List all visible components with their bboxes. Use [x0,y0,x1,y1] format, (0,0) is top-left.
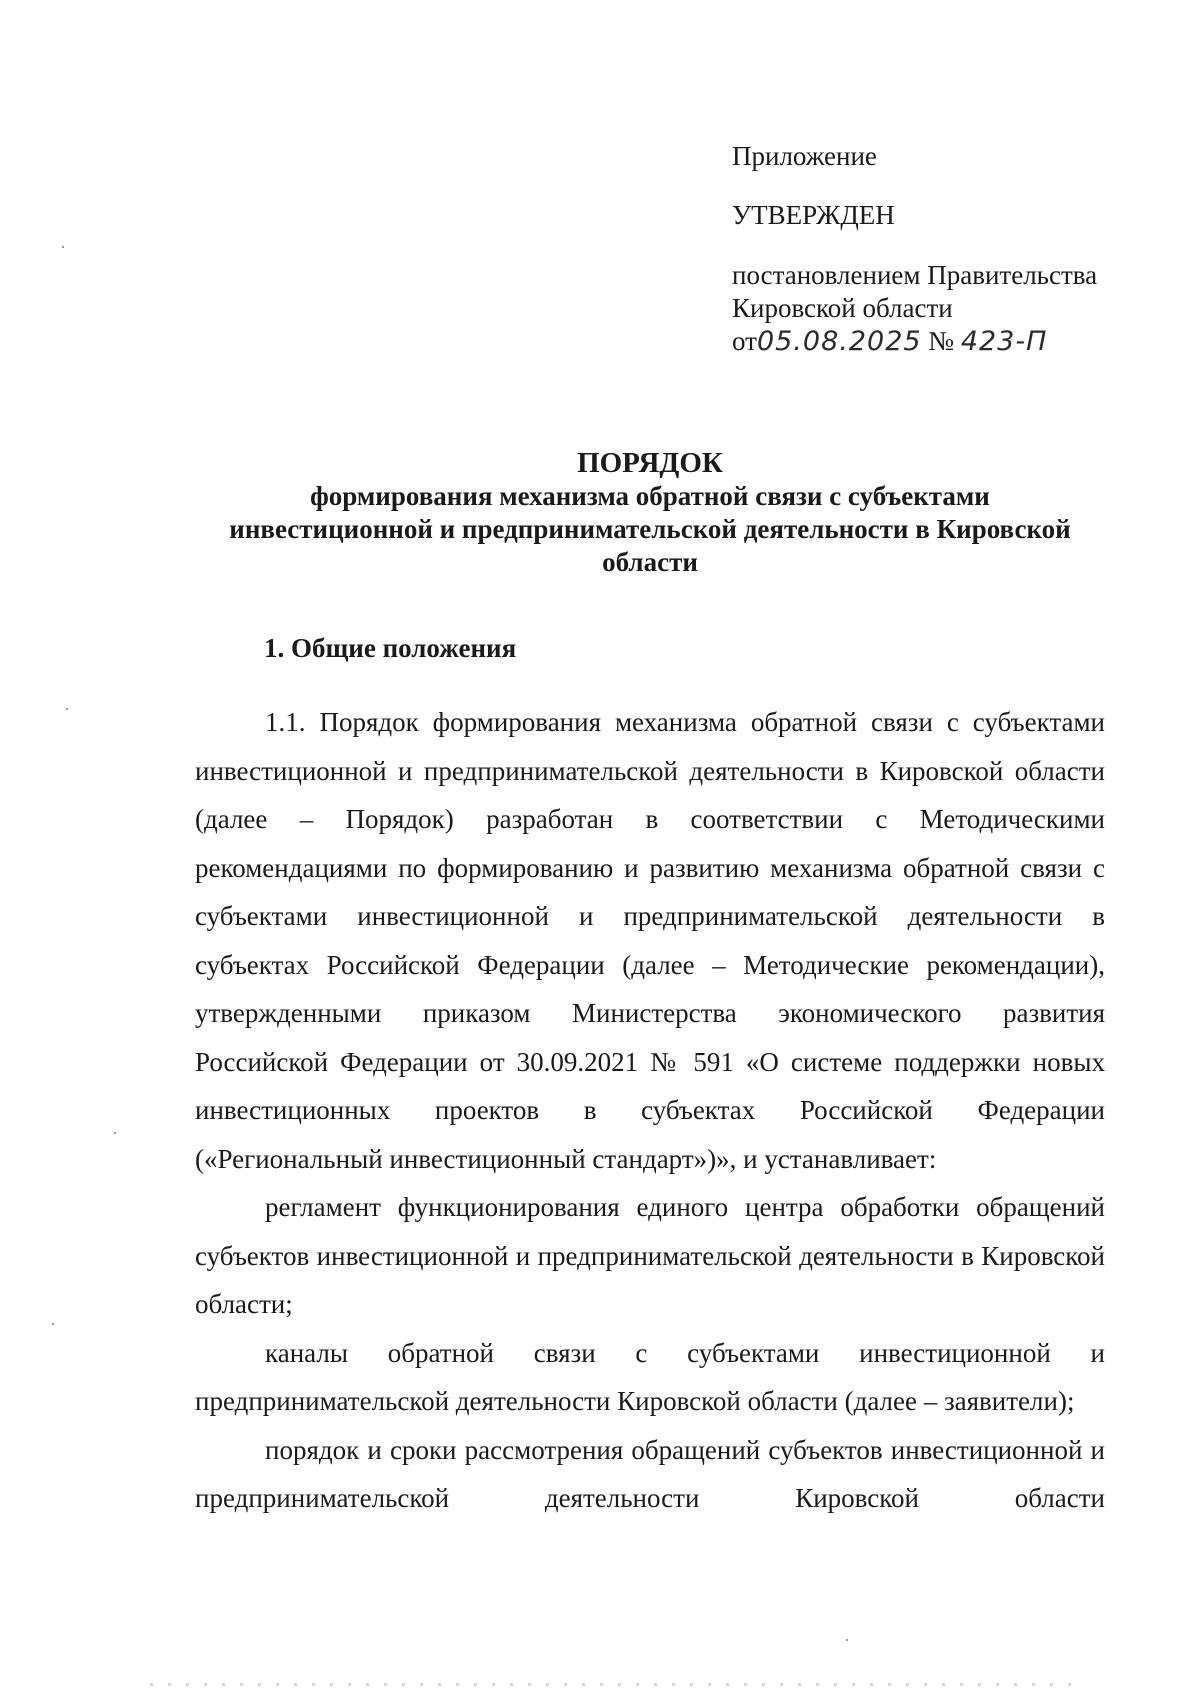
decree-line-2: Кировской области [732,293,953,323]
scan-speck [52,1323,54,1325]
title-line-3: области [602,547,698,577]
handwritten-number: 423-П [960,326,1048,357]
scan-speck [66,708,68,710]
paragraph-channels: каналы обратной связи с субъектами инвестиционной и предпринимательской деятельности Кировской области (далее – заявители); [195,1337,1105,1416]
handwritten-date: 05.08.2025 [756,326,922,357]
document-title [190,447,1110,579]
scan-noise [150,1683,1080,1686]
approved-label: УТВЕРЖДЕН [732,200,895,230]
decree-line-1: постановлением Правительства [732,260,1098,290]
paragraph-regulation: регламент функционирования единого центра обработки обращений субъектов инвестиционной и предпринимательской деятельности в Кировской области; [195,1192,1105,1319]
scan-speck [846,1639,848,1641]
body-text [195,698,1105,1523]
paragraph-procedure: порядок и сроки рассмотрения обращений субъектов инвестиционной и предпринимательской деятельности Кировской области [195,1434,1105,1513]
scan-speck [114,1132,116,1134]
date-prefix: от [732,326,757,356]
approval-block [732,140,1152,358]
title-main: ПОРЯДОК [577,447,723,479]
paragraph-1-1: 1.1. Порядок формирования механизма обратной связи с субъектами инвестиционной и предпринимательской деятельности в Кировской области (далее – Порядок) разработан в соответствии с Методическими рекомендациями по формированию и развитию механизма обратной связи с субъектами инвестиционной и предпринимательской деятельности в субъектах Российской Федерации (далее – Методические рекомендации), утвержденными приказом Министерства экономического развития Российской Федерации от 30.09.2021 № 591 «О системе поддержки новых инвестиционных проектов в субъектах Российской Федерации («Региональный инвестиционный стандарт»)», и устанавливает: [195,707,1105,1174]
appendix-label: Приложение [732,141,877,171]
scan-speck [62,246,64,248]
section-heading: 1. Общие положения [264,633,517,663]
number-sign: № [928,326,955,356]
decree-date-line [732,325,1152,358]
title-line-1: формирования механизма обратной связи с субъектами [310,481,990,511]
title-line-2: инвестиционной и предпринимательской деятельности в Кировской [229,514,1071,544]
